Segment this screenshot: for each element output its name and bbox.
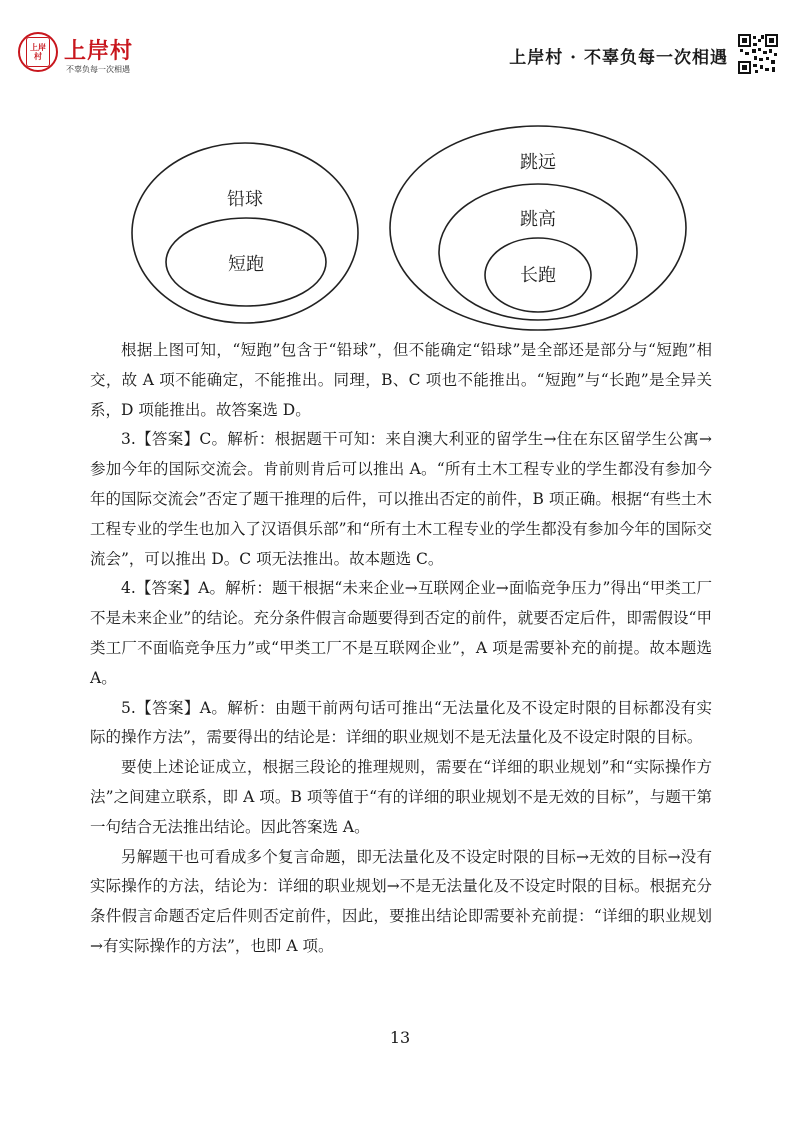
header-slogan: 上岸村 · 不辜负每一次相遇	[509, 48, 728, 68]
label-long-jump: 跳远	[520, 152, 556, 173]
ellipse-shot-put	[132, 143, 358, 323]
label-high-jump: 跳高	[520, 209, 556, 230]
paragraph-answer-3: 3.【答案】C。解析：根据题干可知：来自澳大利亚的留学生→住在东区留学生公寓→参加今年的国际交流会。肯前则肯后可以推出 A。“所有土木工程专业的学生都没有参加今年的国际交流会”否定了题干推理的后件，可以推出否定的前件，B 项正确。根据“有些土木工程专业的学生也加入了汉语俱乐部”和“所有土木工程专业的学生都没有参加今年的国际交流会”，可以推出 D。C 项无法推出。故本题选 C。	[90, 430, 712, 568]
label-long-distance: 长跑	[520, 265, 556, 286]
ellipse-high-jump	[439, 184, 637, 320]
page-number: 13	[389, 1028, 411, 1047]
label-sprint: 短跑	[228, 254, 264, 275]
label-shot-put: 铅球	[227, 189, 263, 210]
answer-explanations	[90, 336, 712, 962]
paragraph-answer-5-reasoning: 要使上述论证成立，根据三段论的推理规则，需要在“详细的职业规划”和“实际操作方法”之间建立联系，即 A 项。B 项等值于“有的详细的职业规划不是无效的目标”，与题干第一句结合无法推出结论。因此答案选 A。	[90, 758, 712, 836]
venn-diagram	[0, 0, 800, 340]
paragraph-answer-5-alternative: 另解题干也可看成多个复言命题，即无法量化及不设定时限的目标→无效的目标→没有实际操作的方法，结论为：详细的职业规划→不是无法量化及不设定时限的目标。根据充分条件假言命题否定后件则否定前件，因此，要推出结论即需要补充前提：“详细的职业规划→有实际操作的方法”，也即 A 项。	[90, 847, 712, 955]
seal-text: 上岸村	[26, 37, 50, 67]
brand-name: 上岸村	[64, 39, 134, 64]
paragraph-diagram-conclusion: 根据上图可知，“短跑”包含于“铅球”，但不能确定“铅球”是全部还是部分与“短跑”相交，故 A 项不能确定，不能推出。同理，B、C 项也不能推出。“短跑”与“长跑”是全异关系，D 项能推出。故答案选 D。	[90, 341, 712, 419]
paragraph-answer-5: 5.【答案】A。解析：由题干前两句话可推出“无法量化及不设定时限的目标都没有实际的操作方法”，需要得出的结论是：详细的职业规划不是无法量化及不设定时限的目标。	[90, 698, 712, 747]
paragraph-answer-4: 4.【答案】A。解析：题干根据“未来企业→互联网企业→面临竞争压力”得出“甲类工厂不是未来企业”的结论。充分条件假言命题要得到否定的前件，就要否定后件，即需假设“甲类工厂不面临竞争压力”或“甲类工厂不是互联网企业”，A 项是需要补充的前提。故本题选 A。	[90, 579, 712, 687]
brand-tagline: 不辜负每一次相遇	[66, 65, 130, 74]
